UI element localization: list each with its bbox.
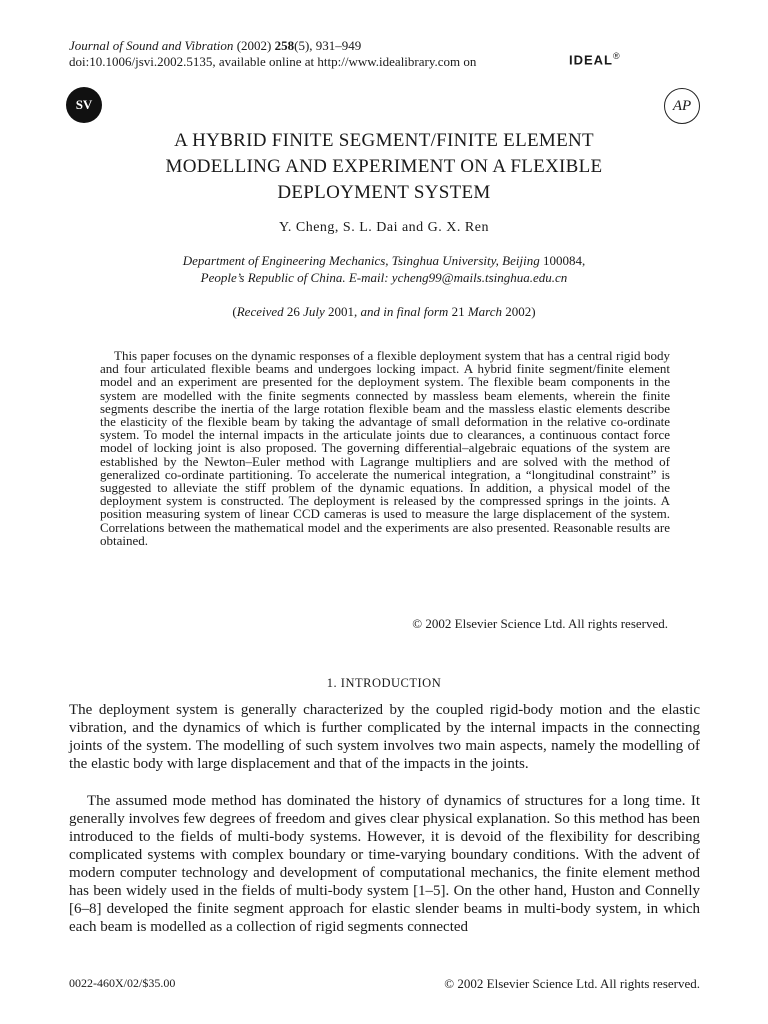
title-line-2: MODELLING AND EXPERIMENT ON A FLEXIBLE xyxy=(165,156,603,177)
affiliation-line-1 xyxy=(84,252,684,269)
journal-year: (2002) xyxy=(236,38,272,53)
ideal-logo-text: IDEAL xyxy=(569,52,613,68)
ideal-logo xyxy=(569,51,621,67)
final-form-label: and in final form xyxy=(360,304,449,319)
received-open-paren: ( xyxy=(232,304,237,319)
final-day: 21 xyxy=(451,304,465,319)
paper-authors: Y. Cheng, S. L. Dai and G. X. Ren xyxy=(279,220,489,235)
received-label: Received xyxy=(236,304,284,319)
title-line-3: DEPLOYMENT SYSTEM xyxy=(277,182,491,203)
affiliation-postcode: 100084, xyxy=(542,253,586,268)
received-month: July xyxy=(303,304,325,319)
received-dates xyxy=(84,304,684,320)
abstract-copyright: © 2002 Elsevier Science Ltd. All rights reserved. xyxy=(412,616,668,631)
footer-copyright: © 2002 Elsevier Science Ltd. All rights reserved. xyxy=(444,976,700,991)
sv-logo-text: SV xyxy=(75,97,93,112)
affiliation-department: Department of Engineering Mechanics, Tsinghua University, Beijing xyxy=(182,253,540,268)
ap-logo-text: AP xyxy=(672,97,692,114)
section-heading: 1. INTRODUCTION xyxy=(326,676,442,690)
doi-line: doi:10.1006/jsvi.2002.5135, available online at http://www.idealibrary.com on xyxy=(69,54,477,69)
paper-title xyxy=(84,128,684,206)
journal-citation xyxy=(69,38,629,70)
ideal-logo-reg: ® xyxy=(613,51,621,61)
final-year: 2002) xyxy=(505,304,536,319)
journal-citation-line1 xyxy=(69,38,629,54)
journal-volume: 258 xyxy=(274,38,295,53)
affiliation-email: ycheng99@mails.tsinghua.edu.cn xyxy=(391,270,568,285)
ap-publisher-logo xyxy=(664,88,700,124)
sv-publisher-logo xyxy=(66,87,102,123)
received-day: 26 xyxy=(286,304,300,319)
affiliation-country: People’s Republic of China. E-mail: xyxy=(200,270,389,285)
journal-pages: (5), 931–949 xyxy=(294,38,362,53)
final-month: March xyxy=(467,304,502,319)
title-line-1: A HYBRID FINITE SEGMENT/FINITE ELEMENT xyxy=(174,130,594,151)
abstract-text: This paper focuses on the dynamic responses of a flexible deployment system that has a central rigid body and four articulated flexible beams and undergoes locking impact. A hybrid finite segment/finite element model and an experiment are presented for the deployment system. The flexible beam components in the system are modelled with the finite segments connected by massless beam elements, wherein the finite segments describe the inertia of the large rotation flexible beam and the massless elastic elements describe the elasticity of the flexible beam by taking the advantage of small deformation in the relative co-ordinate system. To model the internal impacts in the articulate joints due to clearances, a continuous contact force model of locking joint is also proposed. The governing differential–algebraic equations of the system are established by the Newton–Euler method with Lagrange multipliers and are solved with the method of generalized co-ordinate partitioning. To accelerate the numerical integration, a “longitudinal constraint” is suggested to alleviate the stiff problem of the dynamic equations. In addition, a physical model of the deployment system is constructed. The deployment is released by the compressed springs in the joints. A position measuring system of linear CCD cameras is used to measure the large displacement of the system. Correlations between the mathematical model and the experiments are also presented. Reasonable results are obtained. xyxy=(100,348,670,548)
received-year: 2001, xyxy=(328,304,358,319)
affiliation xyxy=(84,252,684,286)
affiliation-line-2 xyxy=(84,269,684,286)
journal-name: Journal of Sound and Vibration xyxy=(69,38,234,53)
footer-issn-price: 0022-460X/02/$35.00 xyxy=(69,976,176,990)
intro-paragraph-2: The assumed mode method has dominated the history of dynamics of structures for a long time. It generally involves few degrees of freedom and gives clear physical explanation. So this method has been introduced to the fields of multi-body systems. However, it is devoid of the flexibility for describing complicated systems with complex boundary or time-varying boundary conditions. With the advent of modern computer technology and development of computational mechanics, the finite element method has been widely used in the fields of multi-body system [1–5]. On the other hand, Huston and Connelly [6–8] developed the finite segment approach for elastic slender beams in multi-body system, in which each beam is modelled as a collection of rigid segments connected xyxy=(69,793,700,935)
intro-paragraph-1: The deployment system is generally characterized by the coupled rigid-body motion and the elastic vibration, and the dynamics of which is further complicated by the internal impacts in the connecting joints of the system. The modelling of such system involves two main aspects, namely the modelling of the elastic body with large displacement and that of the impacts in the joints. xyxy=(69,702,700,772)
